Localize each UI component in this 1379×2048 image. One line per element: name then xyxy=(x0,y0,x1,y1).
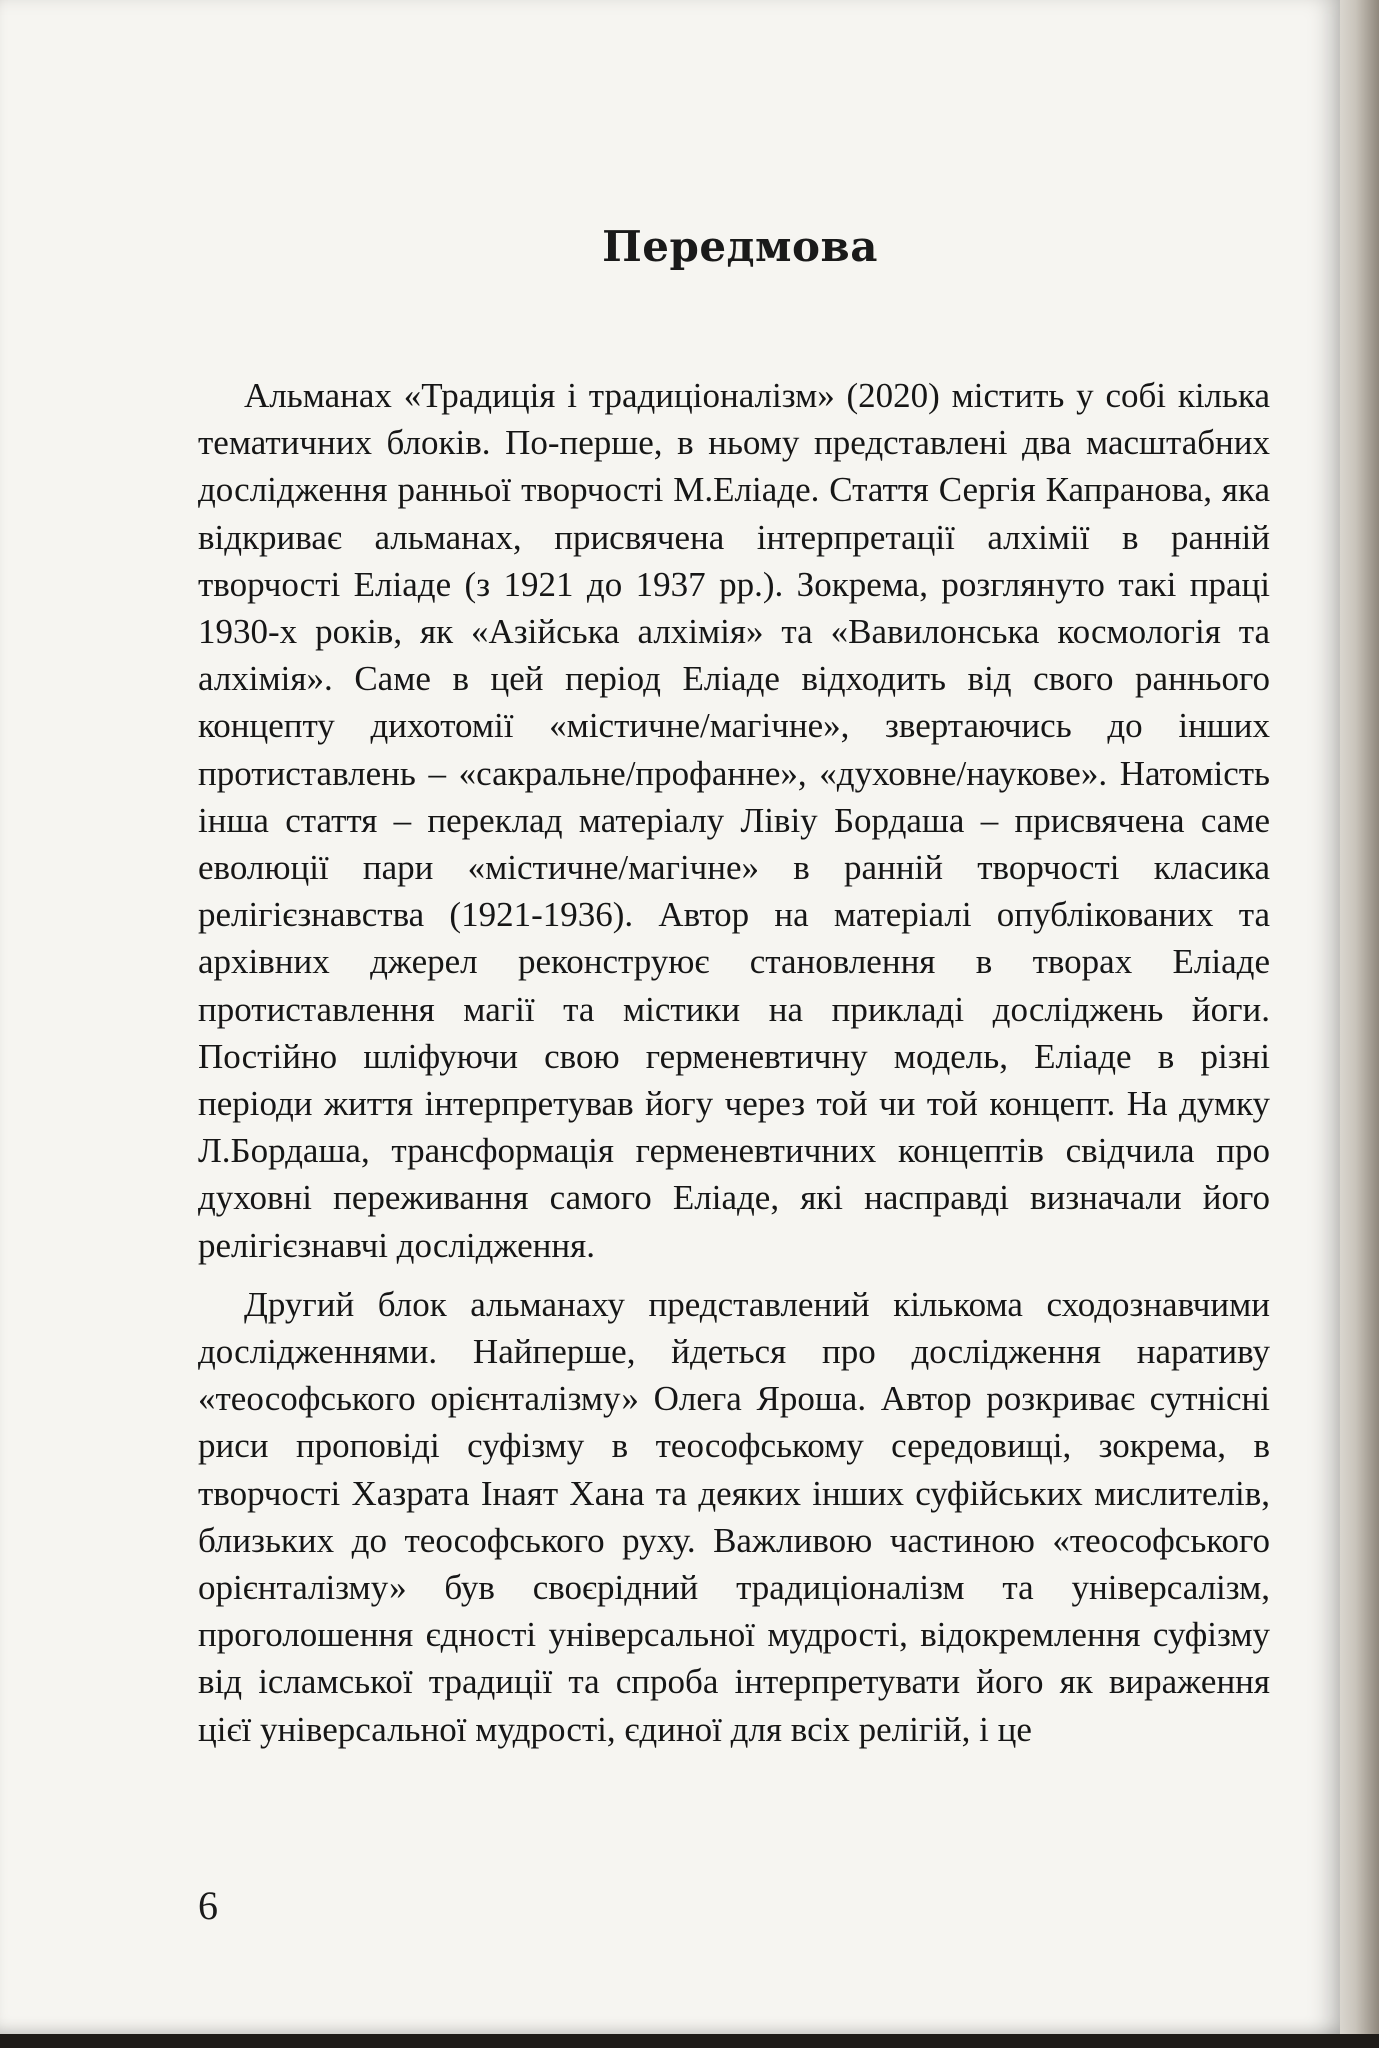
paragraph-1: Альманах «Традиція і традиціоналізм» (2020) містить у собі кілька тематичних блоків. По-перше, в ньому представлені два масштабних дослідження ранньої творчості М.Еліаде. Стаття Сергія Капранова, яка відкриває альманах, присвячена інтерпретації алхімії в ранній творчості Еліаде (з 1921 до 1937 рр.). Зокрема, розглянуто такі праці 1930-х років, як «Азійська алхімія» та «Вавилонська космологія та алхімія». Саме в цей період Еліаде відходить від свого раннього концепту дихотомії «містичне/магічне», звертаючись до інших протиставлень – «сакральне/профанне», «духовне/наукове». Натомість інша стаття – переклад матеріалу Лівіу Бордаша – присвячена саме еволюції пари «містичне/магічне» в ранній творчості класика релігієзнавства (1921-1936). Автор на матеріалі опублікованих та архівних джерел реконструює становлення в творах Еліаде протиставлення магії та містики на прикладі досліджень йоги. Постійно шліфуючи свою герменевтичну модель, Еліаде в різні періоди життя інтерпретував йогу через той чи той концепт. На думку Л.Бордаша, трансформація герменевтичних концептів свідчила про духовні переживання самого Еліаде, які насправді визначали його релігієзнавчі дослідження. xyxy=(198,376,1270,1265)
page-edge xyxy=(1340,0,1379,2048)
paragraph-2: Другий блок альманаху представлений кількома сходознавчими дослідженнями. Найперше, йдеться про дослідження наративу «теософського орієнталізму» Олега Яроша. Автор розкриває сутнісні риси проповіді суфізму в теософському середовищі, зокрема, в творчості Хазрата Інаят Хана та деяких інших суфійських мислителів, близьких до теософського руху. Важливою частиною «теософського орієнталізму» був своєрідний традиціоналізм та універсалізм, проголошення єдності універсальної мудрості, відокремлення суфізму від ісламської традиції та спроба інтерпретувати його як вираження цієї універсальної мудрості, єдиної для всіх релігій, і це xyxy=(198,1284,1270,1749)
scan-bottom-border xyxy=(0,2034,1379,2048)
page-number: 6 xyxy=(198,1883,218,1928)
body-text xyxy=(198,372,1270,1753)
page-title: Передмова xyxy=(602,222,878,271)
